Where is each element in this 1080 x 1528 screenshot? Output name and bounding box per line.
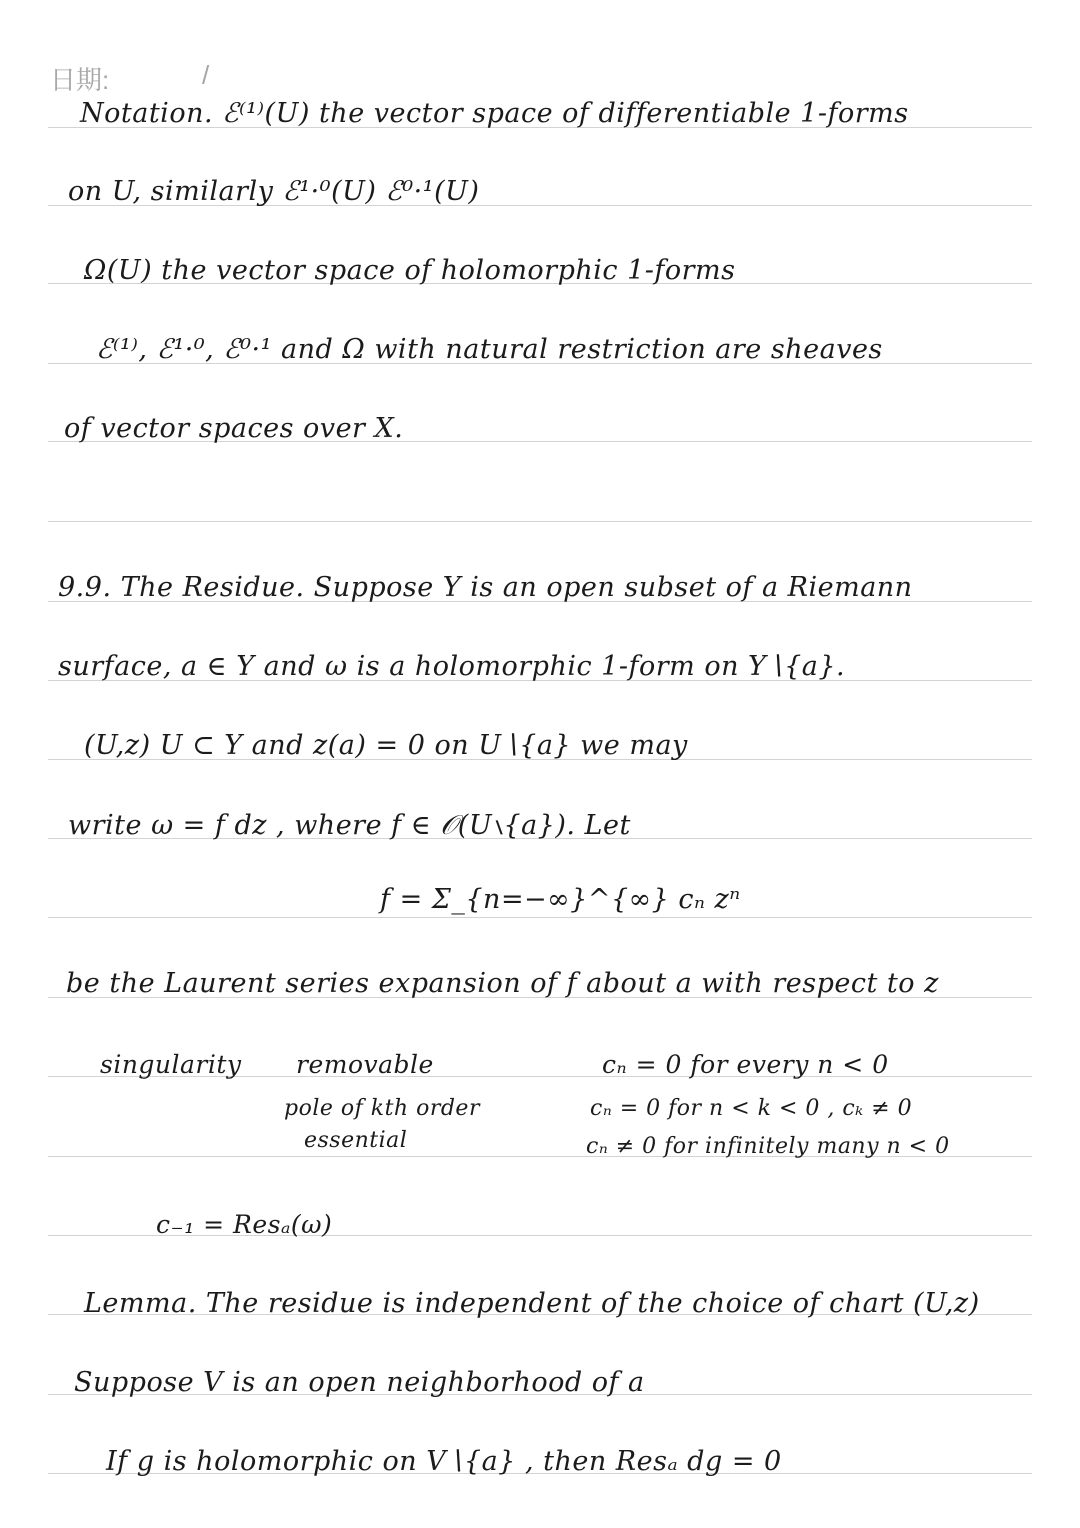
- suppose-line: Suppose V is an open neighborhood of a: [74, 1367, 645, 1398]
- residue-heading-line: 9.9. The Residue. Suppose Y is an open subset of a Riemann: [58, 572, 913, 603]
- similarly-line: on U, similarly ℰ¹·⁰(U) ℰ⁰·¹(U): [68, 176, 480, 207]
- date-label: 日期:: [50, 65, 110, 95]
- rule-line: [48, 917, 1032, 918]
- vector-spaces-line: of vector spaces over X.: [64, 413, 404, 444]
- essential-condition: cₙ ≠ 0 for infinitely many n < 0: [586, 1134, 950, 1159]
- rule-line: [48, 521, 1032, 522]
- pole-condition: cₙ = 0 for n < k < 0 , cₖ ≠ 0: [590, 1096, 913, 1121]
- removable-label: removable: [296, 1050, 434, 1079]
- sheaves-line: ℰ⁽¹⁾, ℰ¹·⁰, ℰ⁰·¹ and Ω with natural restriction are sheaves: [96, 334, 883, 365]
- lemma-line: Lemma. The residue is independent of the choice of chart (U,z): [84, 1288, 980, 1319]
- notation-line: Notation. ℰ⁽¹⁾(U) the vector space of differentiable 1-forms: [80, 98, 909, 129]
- laurent-line: be the Laurent series expansion of f about a with respect to z: [66, 968, 939, 999]
- essential-label: essential: [304, 1128, 408, 1153]
- pole-label: pole of kth order: [284, 1096, 480, 1121]
- surface-line: surface, a ∈ Y and ω is a holomorphic 1-form on Y∖{a}.: [58, 651, 846, 682]
- chart-line: (U,z) U ⊂ Y and z(a) = 0 on U∖{a} we may: [84, 730, 688, 761]
- write-line: write ω = f dz , where f ∈ 𝒪(U∖{a}). Let: [68, 810, 631, 841]
- singularity-label: singularity: [100, 1050, 242, 1079]
- date-slash: /: [202, 60, 210, 90]
- omega-line: Ω(U) the vector space of holomorphic 1-forms: [84, 255, 736, 286]
- removable-condition: cₙ = 0 for every n < 0: [602, 1050, 889, 1079]
- if-g-line: If g is holomorphic on V∖{a} , then Resₐ dg = 0: [106, 1446, 782, 1477]
- date-header: [50, 60, 210, 97]
- residue-definition: c₋₁ = Resₐ(ω): [156, 1210, 333, 1239]
- laurent-sum: f = Σ_{n=−∞}^{∞} cₙ zⁿ: [380, 884, 741, 915]
